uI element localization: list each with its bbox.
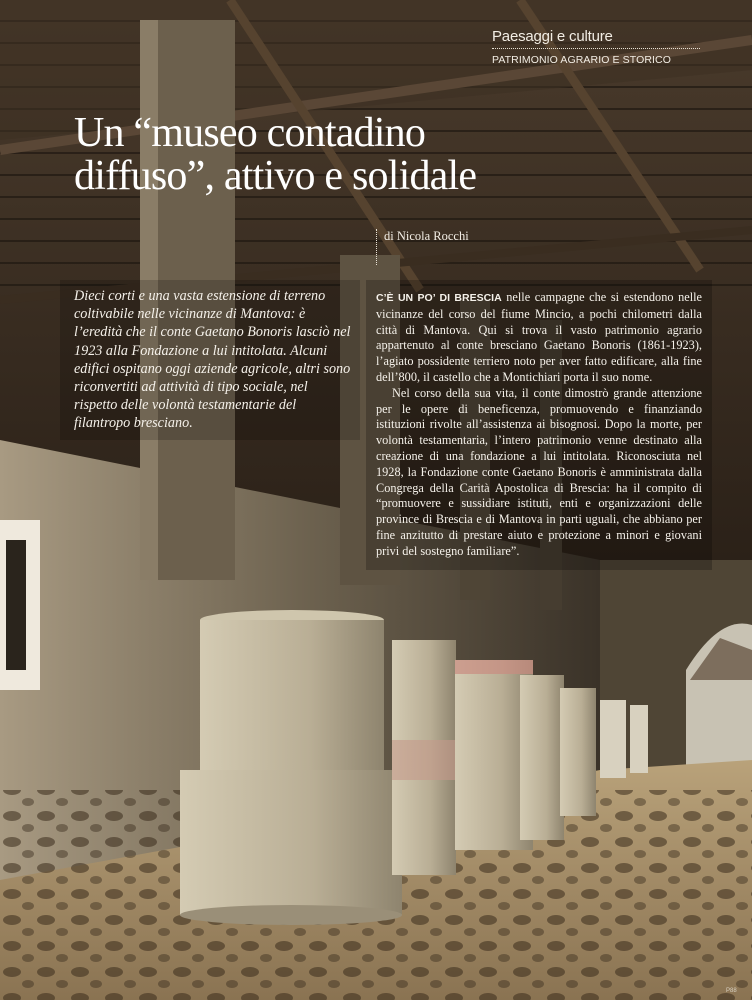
body-paragraph-1 xyxy=(376,290,702,386)
page-number: P88 xyxy=(726,988,737,994)
section-subtitle: PATRIMONIO AGRARIO E STORICO xyxy=(492,54,671,66)
article-intro: Dieci corti e una vasta estensione di terreno coltivabile nelle vicinanze di Mantova: è l’eredità che il conte Gaetano Bonoris lasciò nel 1923 alla Fondazione a lui intitolata. Alcuni edifici ospitano oggi aziende agricole, altri sono riconvertiti ad attività di tipo sociale, nel rispetto delle volontà testamentarie del filantropo bresciano. xyxy=(74,288,351,432)
body-paragraph-2: Nel corso della sua vita, il conte dimostrò grande attenzione per le opere di beneficenza, promuovendo e finanziando istituzioni rivolte all’assistenza ai bisognosi. Dopo la morte, per volontà testamentaria, l’intero patrimonio venne destinato alla creazione di una fondazione a lui intitolata. Riconosciuta nel 1928, la Fondazione conte Gaetano Bonoris è amministrata dalla Congrega della Carità Apostolica di Brescia: ha il compito di “promuovere e sussidiare istituti, enti e organizzazioni delle province di Brescia e di Mantova in parti uguali, che abbiano per fine anzitutto di prestare aiuto e protezione a minori e giovani privi del sostegno familiare”. xyxy=(376,385,702,558)
article-body xyxy=(376,290,702,560)
section-header xyxy=(492,28,702,66)
section-title: Paesaggi e culture xyxy=(492,28,613,45)
paragraph-1-text: nelle campagne che si estendono nelle vicinanze del corso del fiume Mincio, a pochi chilometri dalla città di Mantova. Qui si trova il vasto patrimonio agrario appartenuto al conte bresciano Gaetano Bonoris (1861-1923), l’agiato possidente terriero noto per aver fatto edificare, alla fine dell’800, il castello che a Montichiari porta il suo nome. xyxy=(376,290,702,384)
byline-divider xyxy=(376,229,377,265)
lead-in: C’È UN PO’ DI BRESCIA xyxy=(376,292,502,304)
section-divider xyxy=(492,48,700,49)
article-headline: Un “museo contadino diffuso”, attivo e solidale xyxy=(74,110,477,199)
article-byline: di Nicola Rocchi xyxy=(384,229,469,243)
